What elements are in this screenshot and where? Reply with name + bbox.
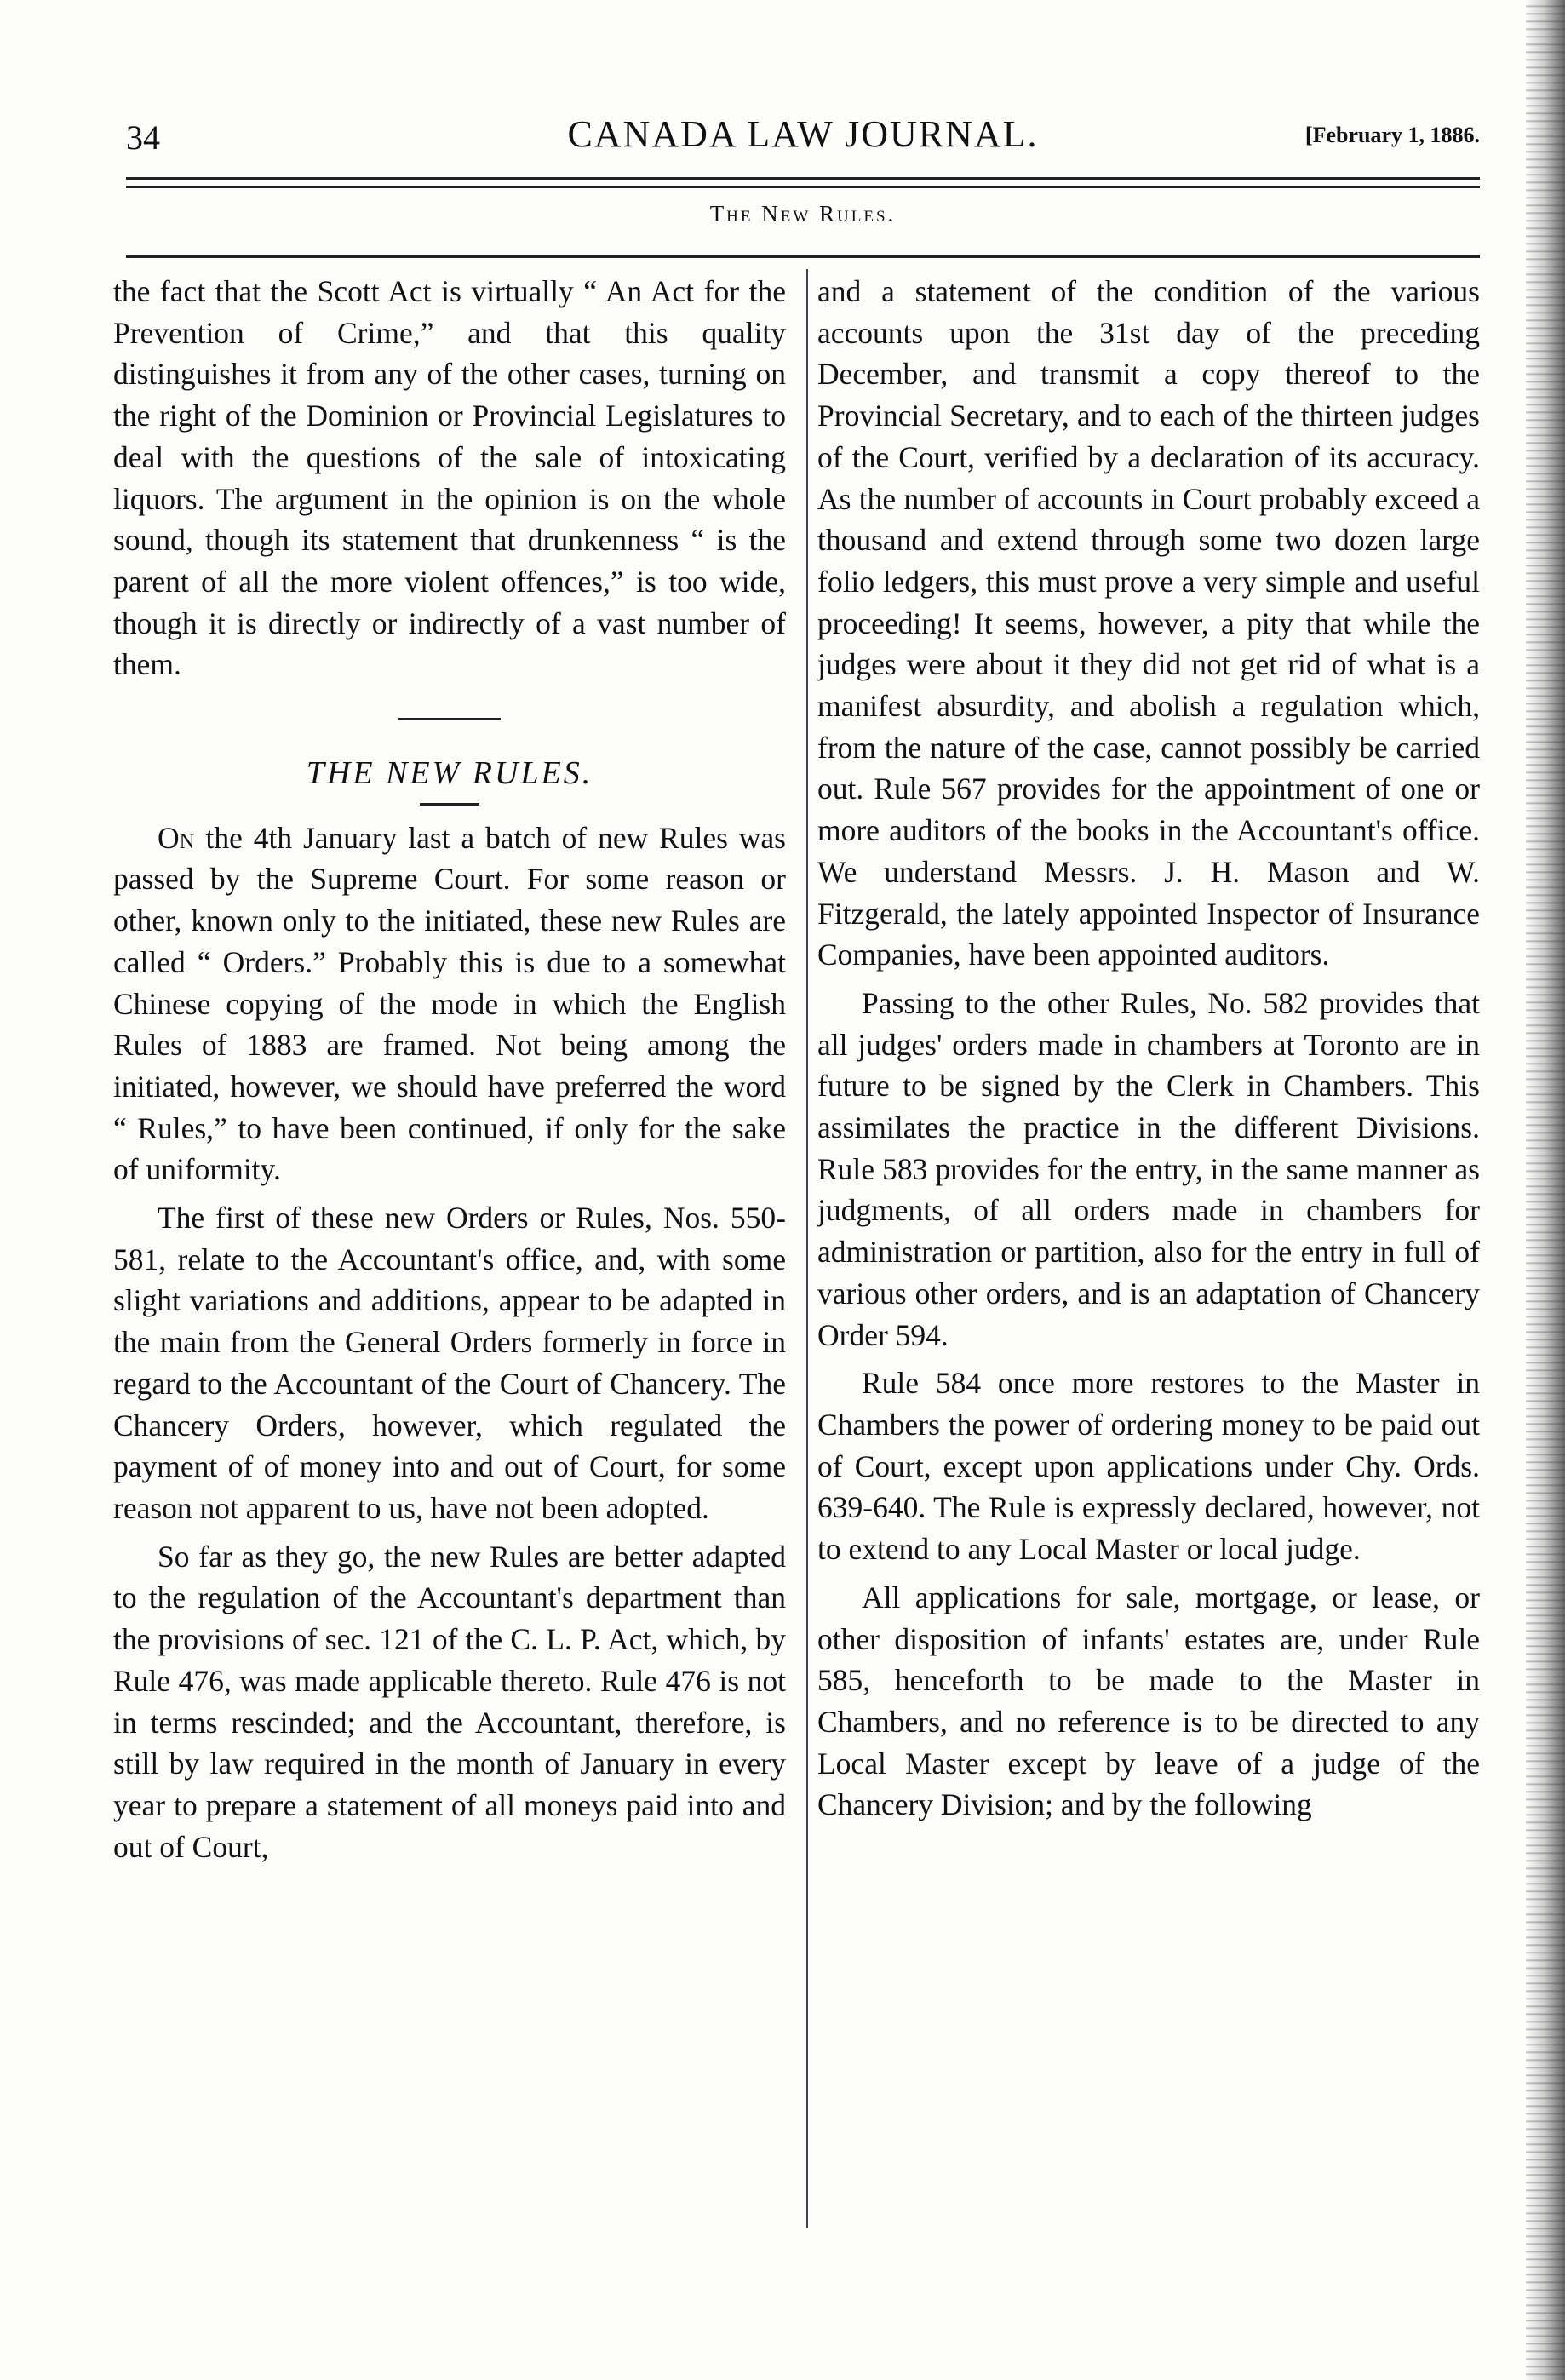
right-paragraph-1: and a statement of the condition of the various accounts upon the 31st day of the preceding December, and transmit a copy thereof to the Provincial Secretary, and to each of the thirteen judges of the Court, verified by a declaration of its accuracy. As the number of accounts in Court probably exceed a thousand and extend through some two dozen large folio ledgers, this must prove a very simple and useful proceeding! It seems, however, a pity that while the judges were about it they did not get rid of what is a manifest absurdity, and abolish a regulation which, from the nature of the case, cannot possibly be carried out. Rule 567 provides for the appointment of one or more auditors of the books in the Accountant's office. We understand Messrs. J. H. Mason and W. Fitzgerald, the lately appointed Inspector of Insurance Companies, have been appointed auditors. [817,274,1480,972]
left-paragraph-2-text: the 4th January last a batch of new Rules was passed by the Supreme Court. For some reason or other, known only to the initiated, these new Rules are called “ Orders.” Probably this is due to a somewhat Chinese copying of the mode in which the English Rules of 1883 are framed. Not being among the initiated, however, we should have preferred the word “ Rules,” to have been continued, if only for the sake of uniformity. [113,820,786,1187]
left-paragraph-3: The first of these new Orders or Rules, Nos. 550-581, relate to the Accountant's office, and, with some slight variations and additions, appear to be adapted in the main from the General Orders formerly in force in regard to the Accountant of the Court of Chancery. The Chancery Orders, however, which regulated the payment of of money into and out of Court, for some reason not apparent to us, have not been adopted. [113,1201,786,1525]
page-number: 34 [126,118,160,157]
left-paragraph-4: So far as they go, the new Rules are better adapted to the regulation of the Accountant's department than the provisions of sec. 121 of the C. L. P. Act, which, by Rule 476, was made applicable thereto. Rule 476 is not in terms rescinded; and the Accountant, therefore, is still by law required in the month of January in every year to prepare a statement of all moneys paid into and out of Court, [113,1539,786,1864]
right-column [817,271,1480,1826]
page-header [126,113,1480,169]
running-head: The New Rules. [709,201,897,227]
issue-date: [February 1, 1886. [1304,123,1480,147]
section-title-rule [420,803,479,806]
column-divider [806,269,808,2228]
left-paragraph-1: the fact that the Scott Act is virtually “ An Act for the Prevention of Crime,” and that this quality distinguishes it from any of the other cases, turning on the right of the Dominion or Provincial Legislatures to deal with the questions of the sale of intoxicating liquors. The argument in the opinion is on the whole sound, though its statement that drunkenness “ is the parent of all the more violent offences,” is too wide, though it is directly or indirectly of a vast number of them. [113,274,786,682]
journal-title: CANADA LAW JOURNAL. [567,113,1039,155]
left-column [113,271,786,1867]
right-paragraph-2: Passing to the other Rules, No. 582 provides that all judges' orders made in chambers at Toronto are in future to be signed by the Clerk in Chambers. This assimilates the practice in the different Divisions. Rule 583 provides for the entry, in the same manner as judgments, of all orders made in chambers for administration or partition, also for the entry in full of various other orders, and is an adaptation of Chancery Order 594. [817,985,1480,1352]
section-break-rule [398,718,501,720]
right-paragraph-4: All applications for sale, mortgage, or lease, or other disposition of infants' estates are, under Rule 585, henceforth to be made to the Master in Chambers, and no reference is to be directed to any Local Master except by leave of a judge of the Chancery Division; and by the following [817,1580,1480,1822]
left-paragraph-2 [113,817,786,1190]
header-double-rule [126,177,1480,188]
right-paragraph-3: Rule 584 once more restores to the Master in Chambers the power of ordering money to be paid out of Court, except upon applications under Chy. Ords. 639-640. The Rule is expressly declared, however, not to extend to any Local Master or local judge. [817,1366,1480,1567]
scanned-binding-edge [1526,0,1565,2380]
paragraph-lead-word: On [158,820,195,855]
section-title: THE NEW RULES. [306,755,593,792]
running-head-rule [126,255,1480,258]
